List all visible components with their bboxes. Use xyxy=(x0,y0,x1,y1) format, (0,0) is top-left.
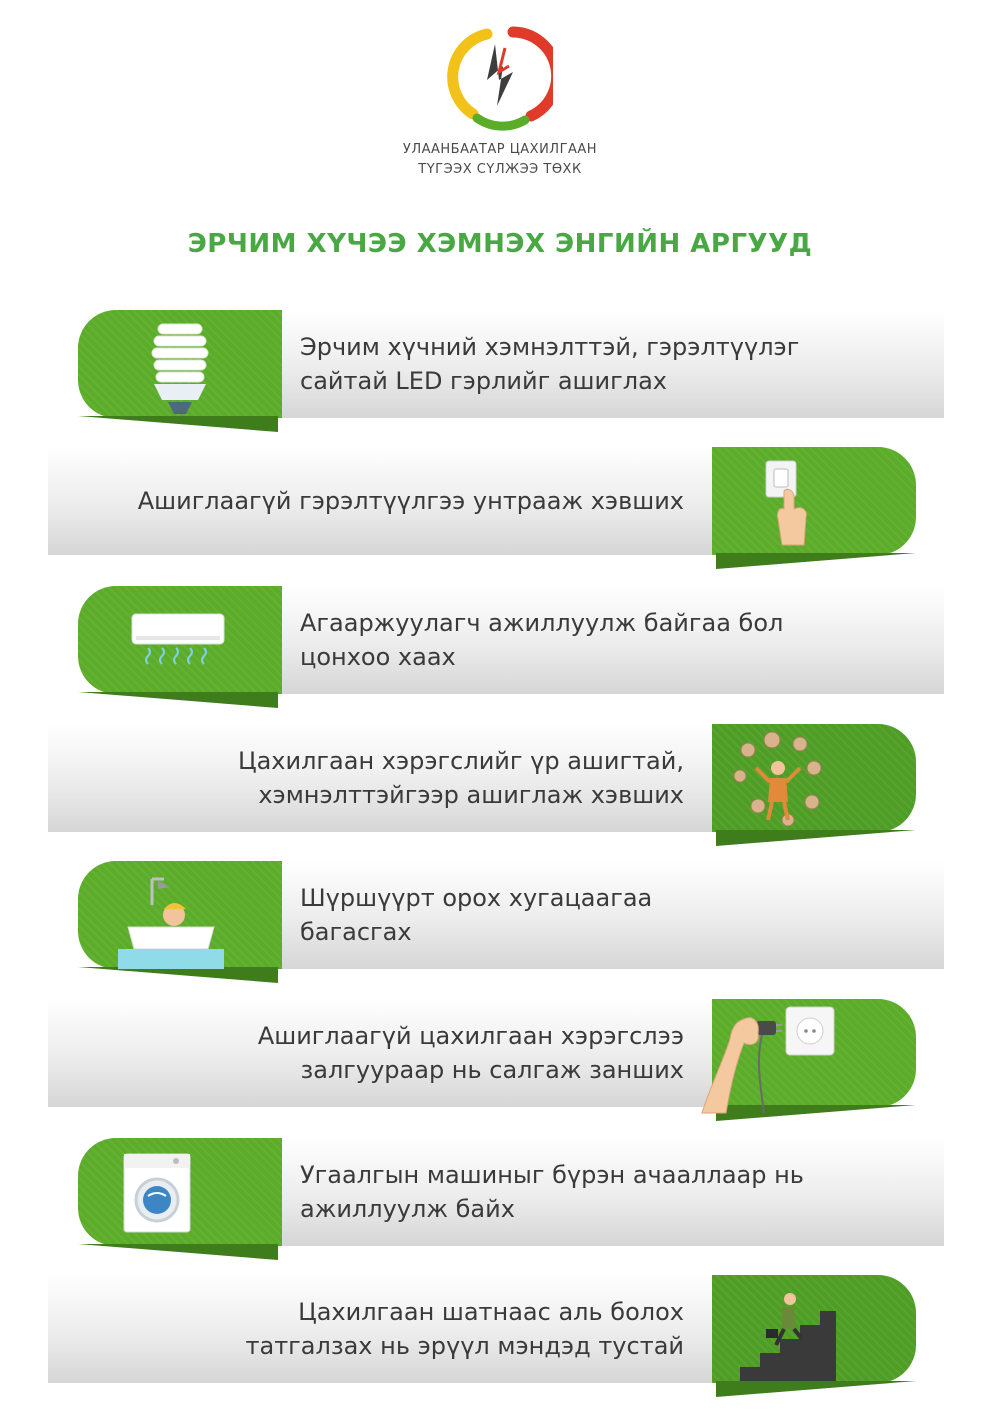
tip-line1: Цахилгаан шатнаас аль болох xyxy=(298,1298,684,1326)
ribbon-fold xyxy=(716,830,916,846)
bathtub-shower-icon xyxy=(118,875,224,969)
tip-text xyxy=(68,999,684,1107)
tip-text xyxy=(68,447,684,555)
tip-line2: багасгах xyxy=(300,918,412,946)
page-title: ЭРЧИМ ХҮЧЭЭ ХЭМНЭХ ЭНГИЙН АРГУУД xyxy=(187,229,813,259)
tip-card-7 xyxy=(78,1138,944,1246)
tip-line2: сайтай LED гэрлийг ашиглах xyxy=(300,367,667,395)
tip-text xyxy=(300,310,924,418)
tip-line1: Цахилгаан хэрэгслийг үр ашигтай, xyxy=(237,747,684,775)
tip-line1: Эрчим хүчний хэмнэлттэй, гэрэлтүүлэг xyxy=(300,333,800,361)
tip-card-5 xyxy=(78,861,944,969)
air-conditioner-icon xyxy=(128,610,228,672)
tip-line2: татгалзах нь эрүүл мэндэд тустай xyxy=(245,1332,684,1360)
tip-card-8 xyxy=(48,1275,916,1383)
ribbon-fold xyxy=(78,967,278,983)
light-switch-icon xyxy=(758,457,838,549)
ribbon-fold xyxy=(78,416,278,432)
tip-line1: Ашиглаагүй цахилгаан хэрэгслээ xyxy=(257,1022,684,1050)
tip-text xyxy=(68,724,684,832)
company-name-line2: ТҮГЭЭХ СҮЛЖЭЭ ТӨХК xyxy=(418,162,582,177)
company-name-line1: УЛААНБААТАР ЦАХИЛГААН xyxy=(402,142,598,157)
tip-line2: залгуураар нь салгаж занших xyxy=(300,1056,684,1084)
tip-line1: Агааржуулагч ажиллуулж байгаа бол xyxy=(300,609,784,637)
juggling-person-icon xyxy=(728,728,828,828)
ribbon-fold xyxy=(716,553,916,569)
stairs-climber-icon xyxy=(732,1285,836,1381)
tip-line2: цонхоо хаах xyxy=(300,643,456,671)
tip-card-4 xyxy=(48,724,916,832)
tip-card-3 xyxy=(78,586,944,694)
tip-card-2 xyxy=(48,447,916,555)
ribbon-fold xyxy=(78,692,278,708)
ribbon-fold xyxy=(716,1381,916,1397)
tip-line1: Шүршүүрт орох хугацаагаа xyxy=(300,884,653,912)
led-bulb-icon xyxy=(140,316,220,416)
washing-machine-icon xyxy=(122,1152,192,1234)
unplug-socket-icon xyxy=(700,1003,838,1115)
tip-text xyxy=(300,586,924,694)
tip-card-6 xyxy=(48,999,916,1107)
tip-text xyxy=(68,1275,684,1383)
tip-text xyxy=(300,1138,924,1246)
tip-line2: ажиллуулж байх xyxy=(300,1195,515,1223)
ribbon-fold xyxy=(78,1244,278,1260)
company-logo-icon xyxy=(447,22,553,132)
tip-line1: Угаалгын машиныг бүрэн ачааллаар нь xyxy=(300,1161,804,1189)
tip-text xyxy=(300,861,924,969)
tip-line1: Ашиглаагүй гэрэлтүүлгээ унтрааж хэвших xyxy=(137,487,684,515)
tip-line2: хэмнэлттэйгээр ашиглаж хэвших xyxy=(258,781,684,809)
tip-card-1 xyxy=(78,310,944,418)
